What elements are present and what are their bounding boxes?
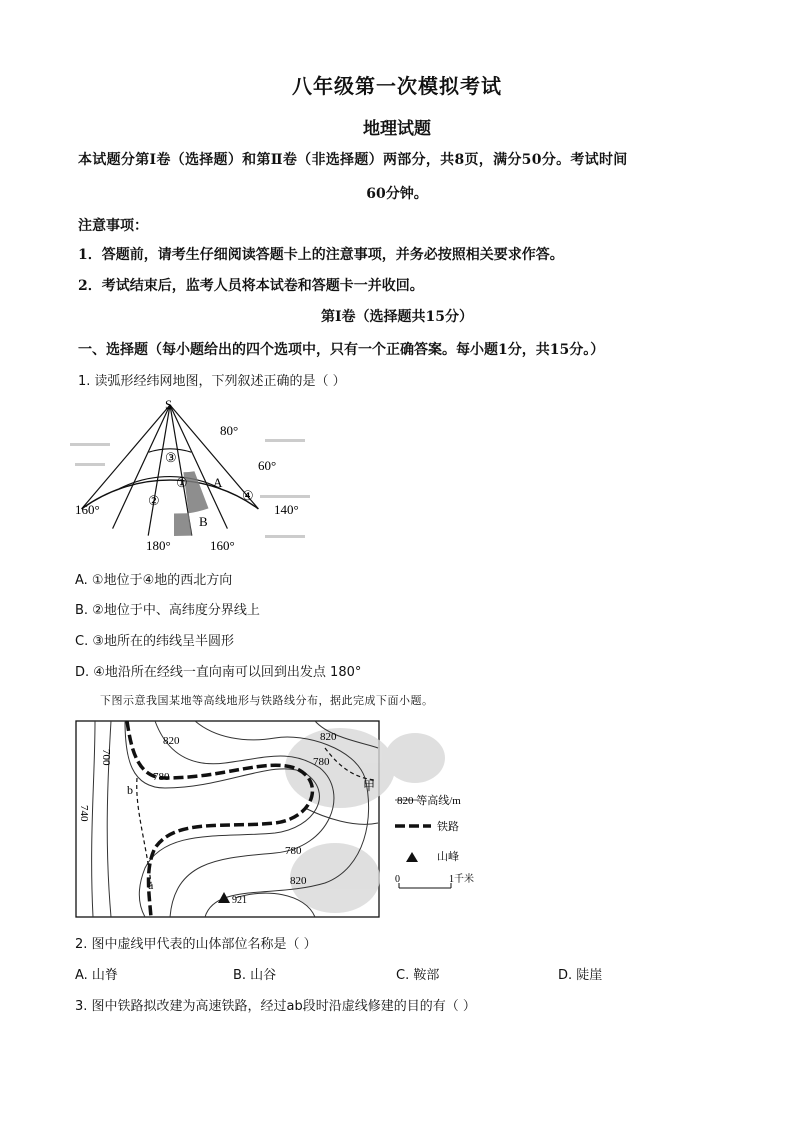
area-label-B: B [199,514,208,529]
part1-heading: 第Ⅰ卷（选择题共15分） [320,309,474,325]
question-1-option-c: C. ③地所在的纬线呈半圆形 [75,634,234,649]
intro-line-2: 60分钟。 [366,186,428,202]
question-2-option-b: B. 山谷 [233,968,277,983]
question-2-option-d: D. 陡崖 [558,968,603,983]
contour-label-820-right: 820 [320,731,337,743]
legend-contour: 820 等高线/m [397,795,461,807]
point-label-jia: 甲 [363,779,376,793]
map-intro: 下图示意我国某地等高线地形与铁路线分布，据此完成下面小题。 [100,694,434,707]
contour-label-820-bottom: 820 [290,875,307,887]
area-label-A: A [213,475,223,490]
area-label-2: ② [148,493,160,508]
section-heading: 一、选择题（每小题给出的四个选项中，只有一个正确答案。每小题1分，共15分。） [78,342,605,358]
scale-zero: 0 [395,874,400,885]
lon-label-160-bottom: 160° [210,538,235,553]
contour-label-780-left: 780 [153,771,170,783]
question-2-stem: 2. 图中虚线甲代表的山体部位名称是（ ） [75,937,317,952]
exam-subject: 地理试题 [363,119,431,139]
lat-label-60: 60° [258,458,277,473]
contour-label-780-right: 780 [313,756,330,768]
contour-label-700: 700 [100,749,112,766]
legend-peak: 山峰 [437,851,459,863]
contour-map-figure [75,718,505,918]
scale-km: 1千米 [449,874,474,885]
legend-railway: 铁路 [437,821,459,833]
question-1-stem: 1. 读弧形经纬网地图，下列叙述正确的是（ ） [78,374,346,389]
note-item-2: 2．考试结束后，监考人员将本试卷和答题卡一并收回。 [78,278,424,294]
intro-line-1: 本试题分第Ⅰ卷（选择题）和第Ⅱ卷（非选择题）两部分，共8页，满分50分。考试时间 [78,152,628,168]
lat-label-80: 80° [220,423,239,438]
exam-title: 八年级第一次模拟考试 [292,74,502,98]
question-1-option-a: A. ①地位于④地的西北方向 [75,573,233,588]
pole-label: S [165,397,173,412]
note-item-1: 1．答题前，请考生仔细阅读答题卡上的注意事项，并务必按照相关要求作答。 [78,247,564,263]
area-label-3: ③ [165,450,177,465]
fan-graticule-figure [70,395,320,555]
question-1-option-b: B. ②地位于中、高纬度分界线上 [75,603,260,618]
question-1-option-d: D. ④地沿所在经线一直向南可以回到出发点 180° [75,665,362,680]
lon-label-140: 140° [274,502,299,517]
notes-heading: 注意事项： [78,218,148,234]
point-label-b: b [127,783,133,797]
contour-label-740: 740 [78,805,90,822]
question-2-option-a: A. 山脊 [75,968,118,983]
point-label-a: a [148,878,154,892]
question-2-option-c: C. 鞍部 [396,968,440,983]
shaded-cell-B [174,513,192,536]
lon-label-180: 180° [146,538,171,553]
legend-peak-icon [406,852,418,862]
area-label-4: ④ [242,488,254,503]
peak-value-label: 921 [232,895,247,906]
contour-label-820-top: 820 [163,735,180,747]
contour-label-780-bottom: 780 [285,845,302,857]
question-3-stem: 3. 图中铁路拟改建为高速铁路，经过ab段时沿虚线修建的目的有（ ） [75,999,476,1014]
area-label-1: ① [176,475,188,490]
lon-label-160-left: 160° [75,502,100,517]
